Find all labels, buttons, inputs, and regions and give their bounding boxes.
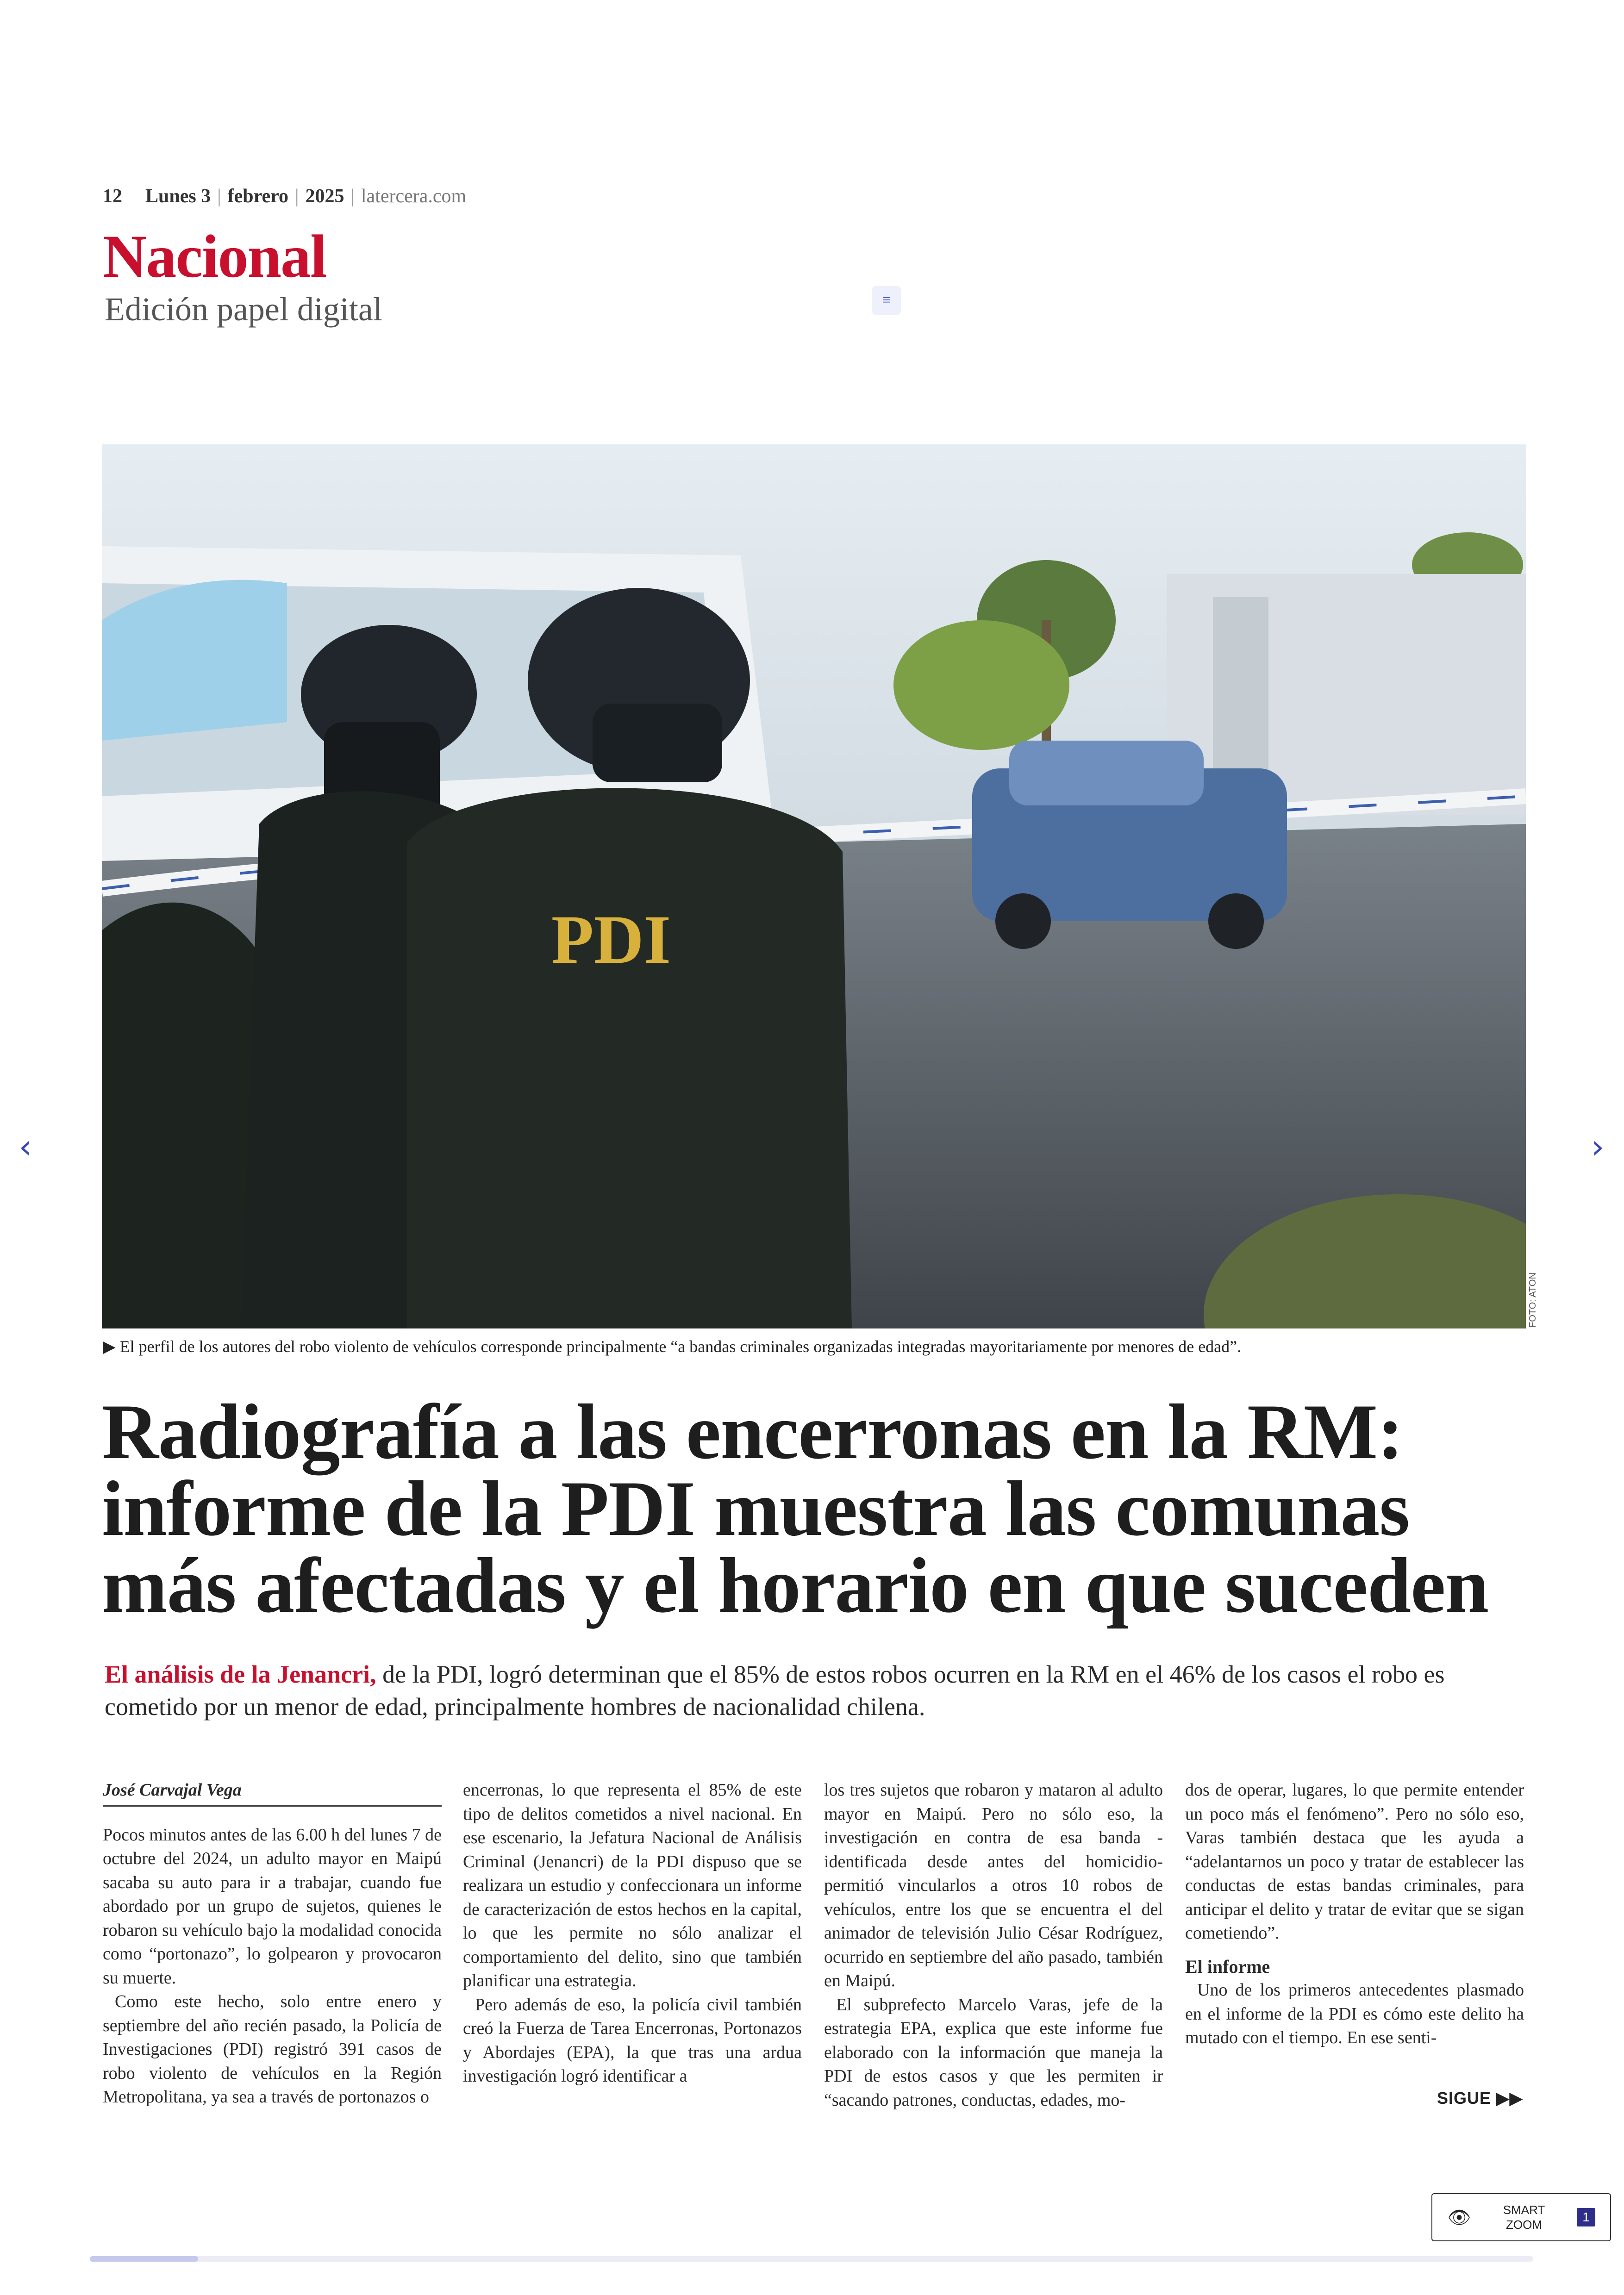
deck-text: de la PDI, logró determinan que el 85% de estos robos ocurren en la RM en el 46% de los casos el robo es cometido por un menor de edad, principalmente hombres de nacionalidad chilena. [105, 1660, 1445, 1721]
article-column-4 [1185, 1778, 1524, 2050]
photo-credit: FOTO: ATON [1528, 1272, 1538, 1328]
eye-icon: 👁 [1447, 2207, 1471, 2228]
paragraph: encerronas, lo que representa el 85% de este tipo de delitos cometidos a nivel nacional. En ese escenario, la Jefatura Nacional de Análisis Criminal (Jenancri) de la PDI dispuso que se realizara un estudio y confeccionara un informe de caracterización de estos hechos en la capital, lo que les permite no sólo analizar el comportamiento del delito, sino que también planificar una estrategia. [463, 1780, 802, 1990]
date-weekday: Lunes 3 [145, 186, 211, 207]
smart-zoom-label: SMART ZOOM [1503, 2203, 1545, 2232]
site-name: latercera.com [361, 186, 467, 207]
smart-zoom-button[interactable] [1431, 2193, 1611, 2241]
article-column-3 [824, 1778, 1163, 2112]
caption-arrow-icon: ▶ [103, 1337, 120, 1356]
article-photo [102, 444, 1526, 1328]
reading-progress-track[interactable] [90, 2256, 1533, 2262]
separator: | [217, 186, 221, 207]
section-title: Nacional [103, 222, 326, 290]
paragraph: Pero además de eso, la policía civil también creó la Fuerza de Tarea Encerronas, Portonazos y Abordajes (EPA), la que tras una ardua investigación logró identificar a [463, 1995, 802, 2086]
byline: José Carvajal Vega [103, 1778, 442, 1807]
date-year: 2025 [305, 186, 344, 207]
separator: | [350, 186, 355, 207]
paragraph: Uno de los primeros antecedentes plasmado en el informe de la PDI es cómo este delito ha mutado con el tiempo. En ese senti- [1185, 1980, 1524, 2047]
page-header [103, 183, 466, 209]
page-number: 12 [103, 186, 122, 207]
paragraph: dos de operar, lugares, lo que permite entender un poco más el fenómeno”. Pero no sólo eso, Varas también destaca que les ayuda a “adelantarnos un poco y tratar de establecer las conductas de estas bandas criminales, para anticipar el delito y tratar de evitar que se sigan cometiendo”. [1185, 1780, 1524, 1943]
photo-illustration [102, 444, 1526, 1328]
vest-badge-text: PDI [551, 901, 671, 978]
chevron-right-icon: › [1591, 1127, 1605, 1166]
paragraph: Pocos minutos antes de las 6.00 h del lunes 7 de octubre del 2024, un adulto mayor en Maipú sacaba su auto para ir a trabajar, cuando fue abordado por un grupo de sujetos, quienes le robaron su vehículo bajo la modalidad conocida como “portonazo”, lo golpearon y provocaron su muerte. [103, 1825, 442, 1988]
headline-line: más afectadas y el horario en que suceden [102, 1542, 1489, 1629]
headline-line: Radiografía a las encerronas en la RM: [102, 1388, 1403, 1475]
article-deck [105, 1658, 1540, 1723]
continue-link[interactable]: SIGUE ▶▶ [1437, 2089, 1523, 2108]
article-column-1 [103, 1778, 442, 2109]
edition-subtitle: Edición papel digital [105, 291, 382, 328]
headline-line: informe de la PDI muestra las comunas [102, 1465, 1410, 1552]
paragraph: Como este hecho, solo entre enero y septiembre del año recién pasado, la Policía de Investigaciones (PDI) registró 391 casos de robo violento de vehículos en la Región Metropolitana, ya sea a través de portonazos o [103, 1992, 442, 2107]
deck-kicker: El análisis de la Jenancri, [105, 1660, 376, 1688]
article-column-2 [463, 1778, 802, 2089]
paragraph: El subprefecto Marcelo Varas, jefe de la estrategia EPA, explica que este informe fue elaborado con la información que maneja la PDI de estos casos y que les permiten ir “sacando patrones, conductas, edades, mo- [824, 1995, 1163, 2110]
reading-progress-fill [90, 2256, 198, 2262]
date-month: febrero [227, 186, 289, 207]
document-text-icon[interactable]: ≡ [872, 286, 901, 315]
paragraph: los tres sujetos que robaron y mataron al adulto mayor en Maipú. Pero no sólo eso, la investigación en contra de esa banda -identificada desde antes del homicidio- permitió vincularlos a otros 10 robos de vehículos, entre los que se encuentra el del animador de televisión Julio César Rodríguez, ocurrido en septiembre del año pasado, también en Maipú. [824, 1780, 1163, 1990]
prev-page-button[interactable] [9, 1126, 42, 1167]
photo-caption: ▶ El perfil de los autores del robo violento de vehículos corresponde principalmente “a bandas criminales organizadas integradas mayoritariamente por menores de edad”. [103, 1337, 1242, 1356]
chevron-left-icon: ‹ [19, 1127, 32, 1166]
subheading: El informe [1185, 1956, 1270, 1977]
next-page-button[interactable] [1581, 1126, 1614, 1167]
article-headline [102, 1388, 1546, 1629]
separator: | [295, 186, 299, 207]
page-count-badge: 1 [1577, 2208, 1595, 2226]
